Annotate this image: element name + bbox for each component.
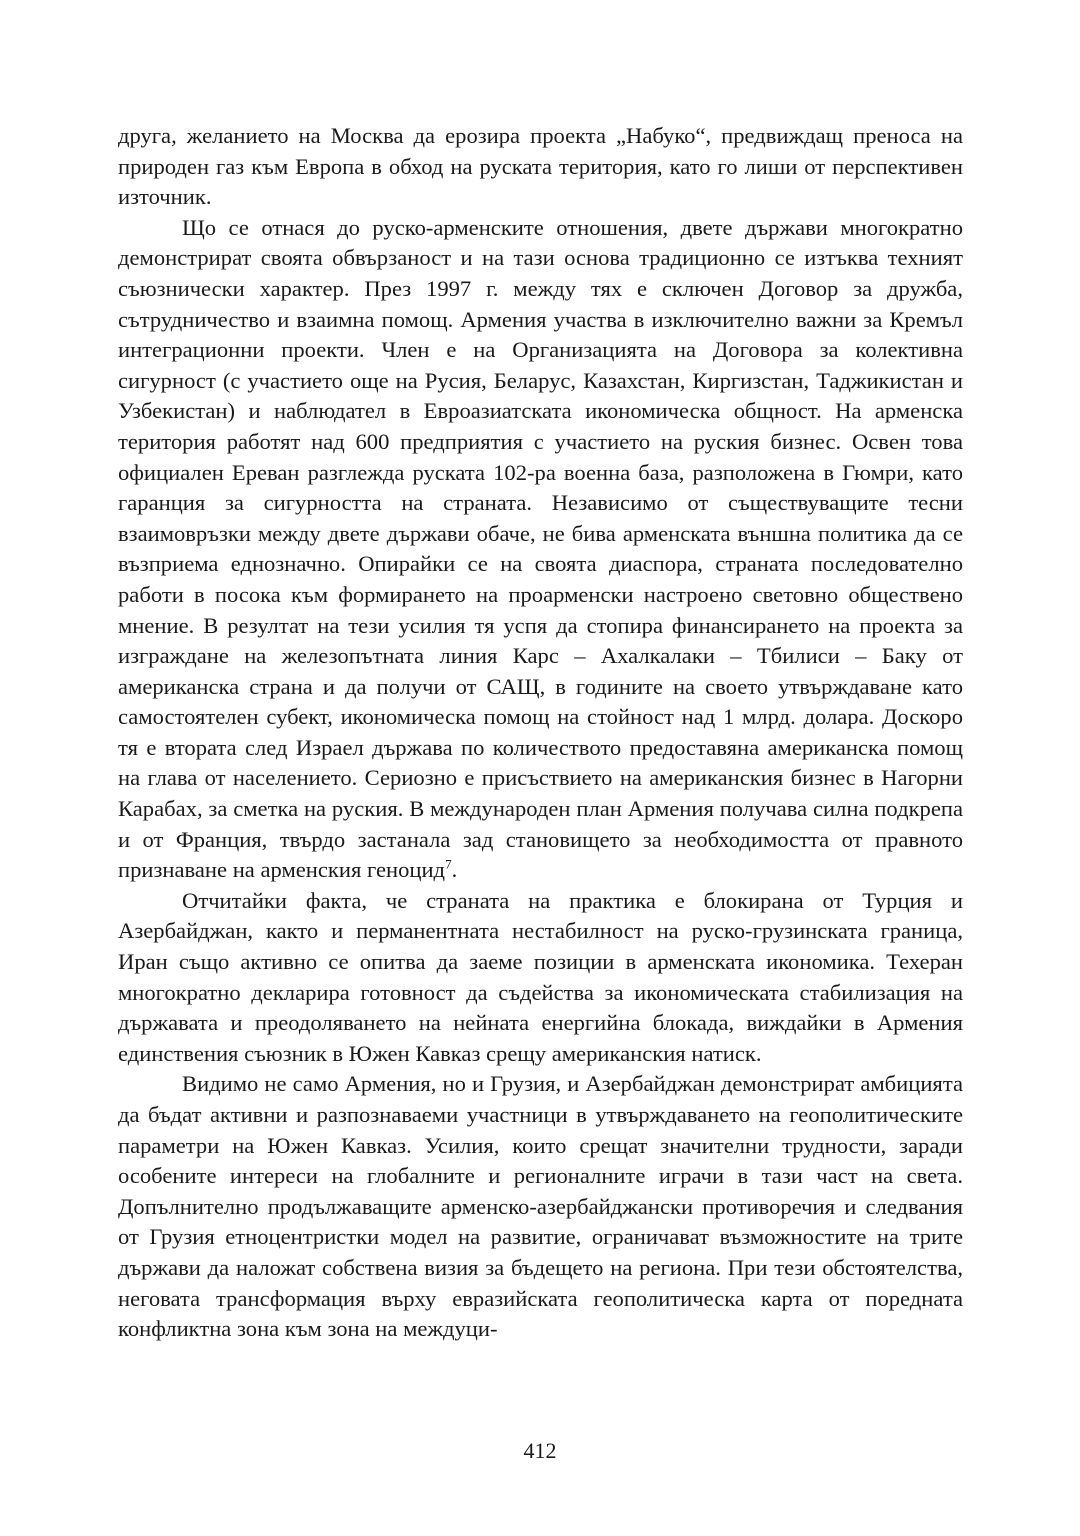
paragraph: Отчитайки факта, че страната на практика е блокирана от Турция и Азербайджан, както и перманентната нестабилност на руско-грузинската граница, Иран също активно се опитва да заеме позиции в арменската икономика. Техеран многократно декларира готовност да съдейства за икономическата стабилизация на държавата и преодоляването на нейната енергийна блокада, виждайки в Армения единствения съюзник в Южен Кавказ срещу американския натиск. bbox=[118, 887, 963, 1066]
body-text bbox=[118, 121, 963, 1345]
paragraph: Що се отнася до руско-арменските отношения, двете държави многократно демонстрират своята обвързаност и на тази основа традиционно се изтъква техният съюзнически характер. През 1997 г. между тях е сключен Договор за дружба, сътрудничество и взаимна помощ. Армения участва в изключително важни за Кремъл интеграционни проекти. Член е на Организацията на Договора за колективна сигурност (с участието още на Русия, Беларус, Казахстан, Киргизстан, Таджикистан и Узбекистан) и наблюдател в Евроазиатската икономическа общност. На арменска територия работят над 600 предприятия с участието на руския бизнес. Освен това официален Ереван разглежда руската 102-ра военна база, разположена в Гюмри, като гаранция за сигурността на страната. Независимо от съществуващите тесни взаимовръзки между двете държави обаче, не бива арменската външна политика да се възприема еднозначно. Опирайки се на своята диаспора, страната последователно работи в посока към формирането на проарменски настроено световно обществено мнение. В резултат на тези усилия тя успя да стопира финансирането на проекта за изграждане на железопътната линия Карс – Ахалкалаки – Тбилиси – Баку от американска страна и да получи от САЩ, в годините на своето утвърждаване като самостоятелен субект, икономическа помощ на стойност над 1 млрд. долара. Доскоро тя е втората след Израел държава по количеството предоставяна американска помощ на глава от населението. Сериозно е присъствието на американския бизнес в Нагорни Карабах, за сметка на руския. В международен план Армения получава силна подкрепа и от Франция, твърдо застанала зад становището за необходимостта от правното признаване на арменския геноцид$^7$. bbox=[118, 214, 963, 883]
page-number: 412 bbox=[523, 1438, 557, 1463]
footnote-marker[interactable]: 7 bbox=[445, 856, 452, 872]
paragraph: друга, желанието на Москва да ерозира проекта „Набуко“, предвиждащ преноса на природен газ към Европа в обход на руската територия, като го лиши от перспективен източник. bbox=[118, 123, 963, 210]
paragraph: Видимо не само Армения, но и Грузия, и Азербайджан демонстрират амбицията да бъдат активни и разпознаваеми участници в утвърждаването на геополитическите параметри на Южен Кавказ. Усилия, които срещат значителни трудности, заради особените интереси на глобалните и регионалните играчи в тази част на света. Допълнително продължаващите арменско-азербайджански противоречия и следвания от Грузия етноцентристки модел на развитие, ограничават възможностите на трите държави да наложат собствена визия за бъдещето на региона. При тези обстоятелства, неговата трансформация върху евразийската геополитическа карта от поредната конфликтна зона към зона на междуци- bbox=[118, 1071, 963, 1342]
